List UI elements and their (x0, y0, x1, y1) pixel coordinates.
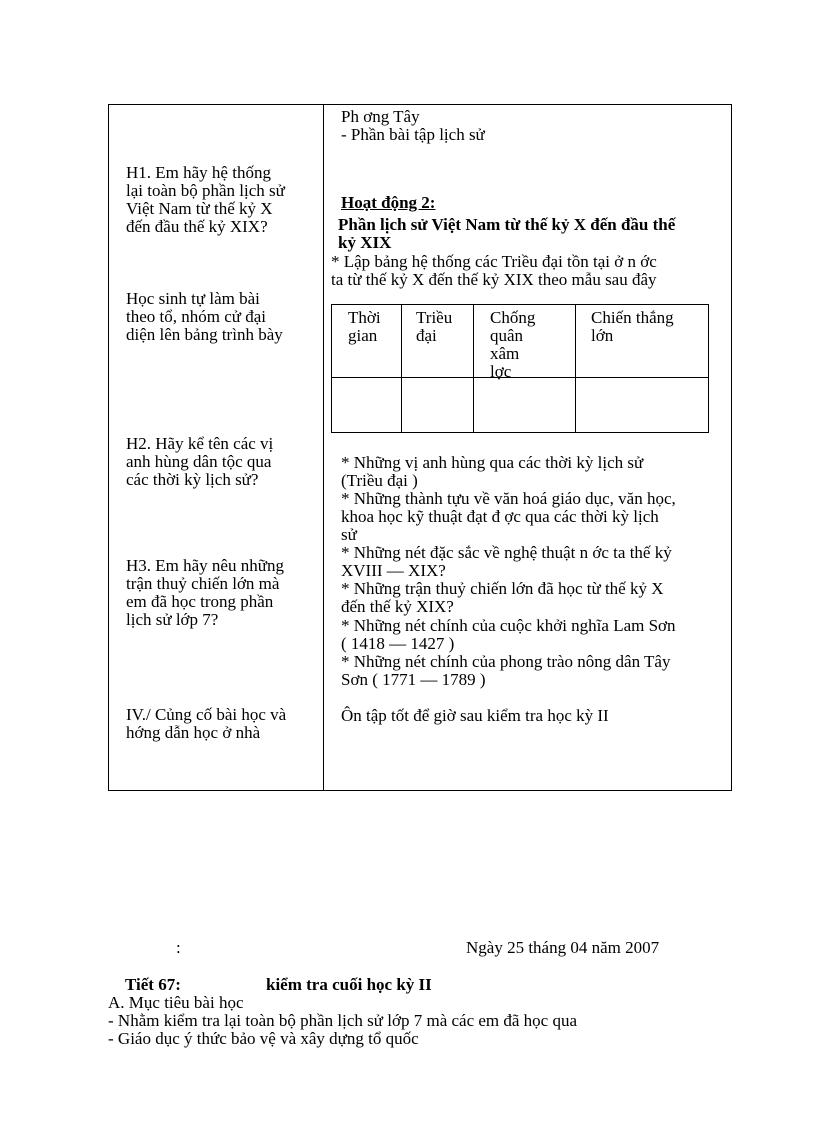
question-h2-line: anh hùng dân tộc qua (126, 452, 272, 471)
bullet-line: * Những trận thuỷ chiến lớn đã học từ thế kỷ X (341, 579, 664, 598)
question-h1-line: đến đầu thế kỷ XIX? (126, 217, 268, 236)
question-h3-line: trận thuỷ chiến lớn mà (126, 574, 280, 593)
question-h2-line: H2. Hãy kể tên các vị (126, 434, 274, 453)
table-col-divider (401, 304, 402, 433)
activity-title: Hoạt động 2: (341, 193, 436, 212)
bullet-line: (Triều đại ) (341, 471, 418, 490)
activity-heading: Phần lịch sử Việt Nam từ thế kỷ X đến đầu thế (338, 215, 676, 234)
review-note: Ôn tập tốt để giờ sau kiểm tra học kỳ II (341, 706, 609, 725)
question-h1-line: Việt Nam từ thế kỷ X (126, 199, 273, 218)
continuation-line: - Phần bài tập lịch sử (341, 125, 485, 144)
table-header-victories: Chiến thắng lớn (591, 308, 674, 345)
table-header-dynasty: Triều đại (416, 308, 453, 345)
bullet-line: XVIII — XIX? (341, 561, 446, 580)
table-header-resistance: Chống quân xâm lợc (490, 308, 536, 381)
student-work-line: diện lên bảng trình bày (126, 325, 283, 344)
bullet-line: ( 1418 — 1427 ) (341, 634, 455, 653)
section-a-heading: A. Mục tiêu bài học (108, 993, 244, 1012)
goal-line: - Giáo dục ý thức bảo vệ và xây dựng tổ quốc (108, 1029, 419, 1048)
column-divider (323, 104, 324, 791)
lesson-label: Tiết 67: (125, 975, 181, 994)
date-line: Ngày 25 tháng 04 năm 2007 (466, 938, 660, 957)
section-iv-line: IV./ Củng cố bài học và (126, 705, 287, 724)
bullet-line: * Những thành tựu về văn hoá giáo dục, văn học, (341, 489, 676, 508)
student-work-line: theo tổ, nhóm cử đại (126, 307, 266, 326)
section-iv-line: hớng dẫn học ở nhà (126, 723, 261, 742)
continuation-line: Ph ơng Tây (341, 107, 420, 126)
activity-heading: kỷ XIX (338, 233, 392, 252)
bullet-line: sử (341, 525, 357, 544)
instruction-line: * Lập bảng hệ thống các Triều đại tồn tại ở n ớc (331, 252, 657, 271)
bullet-line: Sơn ( 1771 — 1789 ) (341, 670, 486, 689)
lesson-title: kiểm tra cuối học kỳ II (266, 975, 432, 994)
bullet-line: * Những nét chính của cuộc khởi nghĩa Lam Sơn (341, 616, 676, 635)
question-h1-line: H1. Em hãy hệ thống (126, 163, 271, 182)
student-work-line: Học sinh tự làm bài (126, 289, 260, 308)
instruction-line: ta từ thế kỷ X đến thế kỷ XIX theo mẫu sau đây (331, 270, 657, 289)
table-col-divider (473, 304, 474, 433)
bullet-line: * Những vị anh hùng qua các thời kỳ lịch sử (341, 453, 644, 472)
question-h3-line: H3. Em hãy nêu những (126, 556, 284, 575)
question-h3-line: lịch sử lớp 7? (126, 610, 219, 629)
bullet-line: đến thế kỷ XIX? (341, 597, 454, 616)
table-col-divider (575, 304, 576, 433)
question-h2-line: các thời kỳ lịch sử? (126, 470, 259, 489)
colon-mark: : (176, 938, 181, 957)
bullet-line: * Những nét đặc sắc về nghệ thuật n ớc ta thế kỷ (341, 543, 672, 562)
table-header-time: Thời gian (348, 308, 381, 345)
bullet-line: * Những nét chính của phong trào nông dân Tây (341, 652, 671, 671)
question-h3-line: em đã học trong phần (126, 592, 274, 611)
goal-line: - Nhằm kiểm tra lại toàn bộ phần lịch sử lớp 7 mà các em đã học qua (108, 1011, 578, 1030)
bullet-line: khoa học kỹ thuật đạt đ ợc qua các thời kỳ lịch (341, 507, 659, 526)
question-h1-line: lại toàn bộ phần lịch sử (126, 181, 285, 200)
